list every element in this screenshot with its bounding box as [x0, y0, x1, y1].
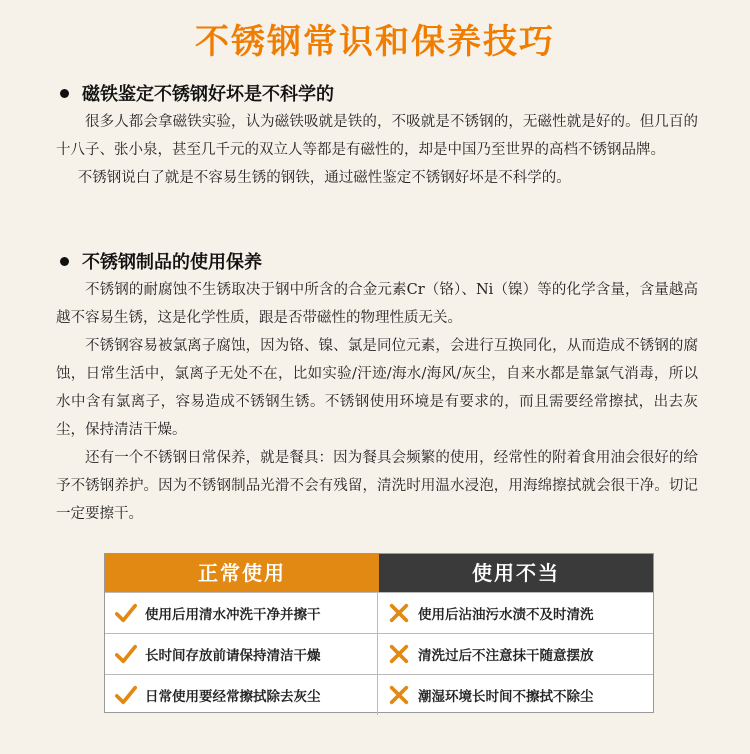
good-usage-cell [105, 634, 378, 674]
table-row [105, 674, 653, 715]
bad-usage-header: 使用不当 [379, 554, 653, 592]
good-usage-cell [105, 675, 378, 715]
section1-heading-text: 磁铁鉴定不锈钢好坏是不科学的 [82, 84, 334, 105]
usage-table-header [105, 554, 653, 592]
page-title: 不锈钢常识和保养技巧 [195, 22, 555, 62]
cross-icon [388, 602, 410, 624]
checkmark-icon [115, 643, 137, 665]
section1-body [56, 108, 698, 192]
section2-paragraph-2: 不锈钢容易被氯离子腐蚀，因为铬、镍、氯是同位元素，会进行互换同化，从而造成不锈钢的腐蚀，日常生活中，氯离子无处不在，比如实验/汗迹/海水/海风/灰尘，自来水都是靠氯气消毒，所以水中含有氯离子，容易造成不锈钢生锈。不锈钢使用环境是有要求的，而且需要经常擦拭，出去灰尘，保持清洁干燥。 [56, 338, 698, 438]
table-row [105, 592, 653, 633]
section2-body [56, 276, 698, 528]
cross-icon [388, 643, 410, 665]
bad-usage-cell [378, 593, 651, 633]
section2-paragraph-1: 不锈钢的耐腐蚀不生锈取决于钢中所含的合金元素Cr（铬）、Ni（镍）等的化学含量，含量越高越不容易生锈，这是化学性质，跟是否带磁性的物理性质无关。 [56, 282, 698, 326]
section1-paragraph-2: 不锈钢说白了就是不容易生锈的钢铁，通过磁性鉴定不锈钢好坏是不科学的。 [77, 170, 571, 186]
good-usage-header: 正常使用 [105, 554, 379, 592]
section1-heading [60, 80, 334, 106]
usage-table [104, 553, 654, 713]
section1-paragraph-1: 很多人都会拿磁铁实验，认为磁铁吸就是铁的，不吸就是不锈钢的，无磁性就是好的。但几百的十八子、张小泉，甚至几千元的双立人等都是有磁性的，却是中国乃至世界的高档不锈钢品牌。 [56, 114, 698, 158]
checkmark-icon [115, 602, 137, 624]
checkmark-icon [115, 684, 137, 706]
good-usage-cell [105, 593, 378, 633]
section2-heading-text: 不锈钢制品的使用保养 [82, 252, 262, 273]
bad-usage-cell [378, 675, 651, 715]
good-usage-text: 长时间存放前请保持清洁干燥 [145, 648, 321, 664]
bad-usage-text: 清洗过后不注意抹干随意摆放 [418, 648, 594, 664]
bad-usage-cell [378, 634, 651, 674]
table-row [105, 633, 653, 674]
bullet-icon [60, 89, 69, 98]
section2-heading [60, 248, 262, 274]
section2-paragraph-3: 还有一个不锈钢日常保养，就是餐具：因为餐具会频繁的使用，经常性的附着食用油会很好的给予不锈钢养护。因为不锈钢制品光滑不会有残留，清洗时用温水浸泡，用海绵擦拭就会很干净。切记一定要擦干。 [56, 450, 698, 522]
bad-usage-text: 潮湿环境长时间不擦拭不除尘 [418, 689, 594, 705]
cross-icon [388, 684, 410, 706]
good-usage-text: 使用后用清水冲洗干净并擦干 [145, 607, 321, 623]
bad-usage-text: 使用后沾油污水渍不及时清洗 [418, 607, 594, 623]
good-usage-text: 日常使用要经常擦拭除去灰尘 [145, 689, 321, 705]
bullet-icon [60, 257, 69, 266]
